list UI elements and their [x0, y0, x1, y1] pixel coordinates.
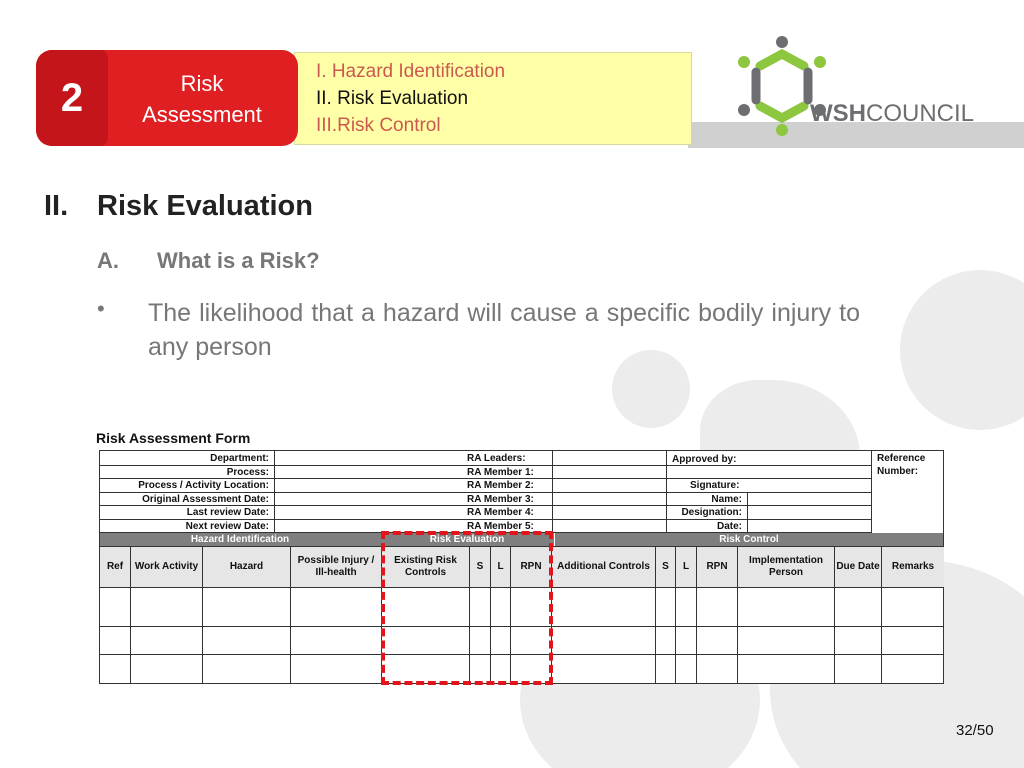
section-title — [112, 68, 292, 130]
form-gridline — [871, 450, 872, 533]
form-gridline — [834, 546, 835, 683]
form-column-header: RPN — [511, 546, 551, 587]
form-title: Risk Assessment Form — [96, 430, 251, 446]
section-title-line1: Risk — [180, 71, 224, 96]
form-field-label: Department: — [210, 453, 269, 464]
form-field-label: Next review Date: — [185, 520, 269, 532]
form-column-header: Ref — [100, 546, 130, 587]
form-section-header: Risk Evaluation — [380, 533, 554, 546]
bullet-symbol: • — [97, 296, 105, 321]
form-column-header: L — [676, 546, 696, 587]
section-title-line2: Assessment — [142, 102, 262, 127]
heading-number: II. — [44, 190, 69, 222]
form-column-header: Additional Controls — [552, 546, 655, 587]
form-column-header: Due Date — [835, 546, 881, 587]
menu-item-hazard-identification[interactable]: I. Hazard Identification — [316, 61, 506, 82]
form-field-label: Last review Date: — [186, 507, 269, 518]
section-number: 2 — [36, 50, 108, 146]
background-circle — [900, 270, 1024, 430]
form-field-label: RA Member 5: — [467, 520, 534, 532]
heading-title: Risk Evaluation — [97, 190, 313, 222]
logo-wordmark-bold: WSH — [810, 100, 866, 127]
form-gridline — [696, 546, 697, 683]
form-column-header: S — [470, 546, 490, 587]
form-gridline — [737, 546, 738, 683]
form-column-header: RPN — [697, 546, 737, 587]
form-gridline — [99, 450, 944, 451]
form-column-header: Hazard — [203, 546, 290, 587]
form-name-label: Name: — [711, 493, 742, 505]
form-column-header: L — [491, 546, 510, 587]
page-number: 32/50 — [956, 722, 994, 739]
form-field-label: RA Member 3: — [467, 493, 534, 505]
form-gridline — [655, 546, 656, 683]
form-field-label: Process / Activity Location: — [138, 480, 269, 491]
subheading-letter: A. — [97, 248, 119, 273]
form-reference-label: Number: — [877, 466, 919, 477]
form-gridline — [290, 546, 291, 683]
form-field-label: Process: — [226, 466, 269, 478]
form-reference-label: Reference — [877, 453, 926, 464]
form-column-header: Possible Injury / Ill-health — [291, 546, 381, 587]
form-column-header: S — [656, 546, 675, 587]
form-column-header: Work Activity — [131, 546, 202, 587]
form-field-label: RA Member 2: — [467, 480, 534, 491]
form-field-label: Original Assessment Date: — [142, 493, 269, 505]
subheading-title: What is a Risk? — [157, 248, 320, 273]
form-gridline — [881, 546, 882, 683]
form-section-header: Hazard Identification — [100, 533, 380, 546]
form-column-header: Existing Risk Controls — [382, 546, 469, 587]
bullet-text: The likelihood that a hazard will cause a specific bodily injury to any person — [148, 299, 860, 361]
form-section-header: Risk Control — [555, 533, 943, 546]
form-gridline — [130, 546, 131, 683]
logo-wordmark — [810, 100, 974, 128]
form-gridline — [202, 546, 203, 683]
risk-evaluation-highlight — [381, 531, 553, 685]
menu-item-risk-control[interactable]: III.Risk Control — [316, 115, 441, 136]
form-gridline — [675, 546, 676, 683]
form-date-label: Date: — [716, 520, 742, 532]
menu-item-risk-evaluation[interactable]: II. Risk Evaluation — [316, 88, 469, 109]
form-approved-by-label: Approved by: — [672, 454, 737, 465]
logo-wordmark-rest: COUNCIL — [866, 100, 975, 127]
form-designation-label: Designation: — [681, 507, 742, 518]
form-field-label: RA Member 4: — [467, 507, 534, 518]
form-field-label: RA Member 1: — [467, 466, 534, 478]
form-signature-label: Signature: — [690, 480, 740, 491]
form-gridline — [274, 450, 275, 533]
form-gridline — [552, 450, 553, 533]
form-gridline — [747, 492, 748, 533]
form-column-header: Remarks — [882, 546, 944, 587]
form-field-label: RA Leaders: — [467, 453, 526, 464]
form-column-header: Implementation Person — [738, 546, 834, 587]
